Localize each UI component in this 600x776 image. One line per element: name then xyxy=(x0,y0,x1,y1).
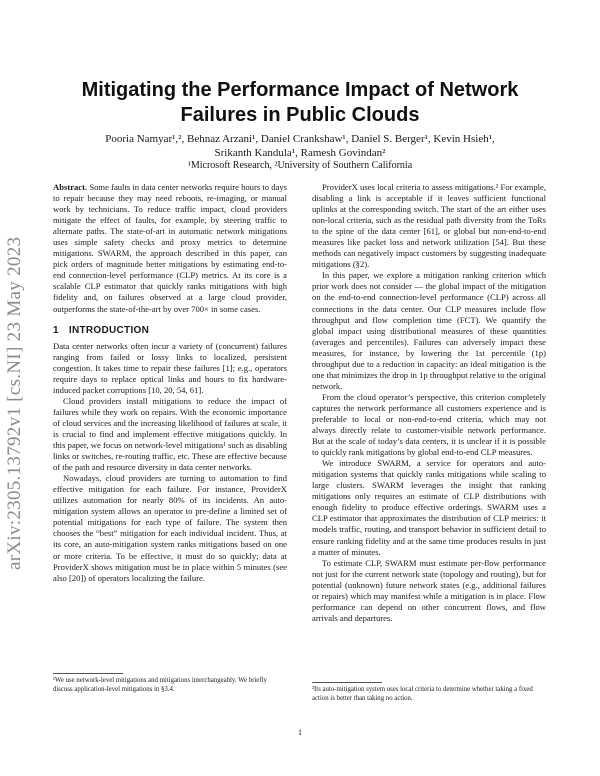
right-paragraph-5: To estimate CLP, SWARM must estimate per-flow performance not just for the current network state (topology and routing), but for potential (unknown) future network states (e.g., additional failures or repairs) which may manifest while a mitigation is in place. Flow performance can depend on other concurrent flows, and flow arrivals and departures. xyxy=(312,557,546,623)
right-column xyxy=(312,182,546,624)
intro-paragraph-1: Data center networks often incur a variety of (concurrent) failures ranging from failed or lossy links to localized, persistent congestion. It takes time to repair these failures [1]; e.g., operators require days to replace optical links and hours to fix hardware-induced packet corruptions [10, 20, 54, 61]. xyxy=(53,340,287,395)
right-paragraph-2: In this paper, we explore a mitigation ranking criterion which prior work does not consider — the global impact of the mitigation on the end-to-end connection-level performance (CLP) across all connections in the data center. Our CLP measures include flow throughput and flow completion time (FCT). We quantify the global impact using distributional measures of these quantities (averages and percentiles). Failures can adversely impact these measures, for instance, by lowering the 1st percentile (1p) throughput due to a reduction in capacity: an ideal mitigation is the one that minimizes the drop in 1p throughput relative to the original network. xyxy=(312,270,546,391)
arxiv-stamp: arXiv:2305.13792v1 [cs.NI] 23 May 2023 xyxy=(4,236,25,570)
affiliations: ¹Microsoft Research, ²University of Southern California xyxy=(187,160,413,171)
abstract-label: Abstract. xyxy=(53,182,88,192)
paper-title xyxy=(60,78,540,128)
abstract-text: Some faults in data center networks require hours to days to repair because they may need reboots, re-imaging, or manual work by technicians. To reduce traffic impact, cloud providers mitigate the effect of faults, for example, by steering traffic to alternate paths. The state-of-art in automatic network mitigations uses simple safety checks and proxy metrics to determine mitigations. SWARM, the approach described in this paper, can pick orders of magnitude better mitigations by estimating end-to-end connection-level performance (CLP) metrics. At its core is a scalable CLP estimator that quickly ranks mitigations with high fidelity and, on failures observed at a large cloud provider, outperforms the state-of-the-art by over 700× in some cases. xyxy=(53,182,287,314)
section-number: 1 xyxy=(53,324,59,336)
footnote-rule-left xyxy=(53,673,123,674)
author-list xyxy=(60,132,540,160)
section-title: INTRODUCTION xyxy=(68,324,150,336)
right-paragraph-1: ProviderX uses local criteria to assess mitigations.² For example, disabling a link is acceptable if it leaves sufficient functional uplinks at the corresponding switch. The start of the art either uses non-local criteria, such as the residual path diversity from the ToRs to the spine of the data center [61], or global but non-end-to-end measures like packet loss and network utilization [54]. But these methods can negatively impact customers by suggesting inadequate mitigations (§2). xyxy=(312,182,546,270)
authors-line-1: Pooria Namyar¹,², Behnaz Arzani¹, Daniel Crankshaw¹, Daniel S. Berger¹, Kevin Hsieh¹, xyxy=(105,133,495,145)
authors-line-2: Srikanth Kandula¹, Ramesh Govindan² xyxy=(214,147,386,159)
page-number: 1 xyxy=(298,728,302,737)
footnote-rule-right xyxy=(312,682,382,683)
section-heading-introduction xyxy=(53,325,287,336)
title-line-2: Failures in Public Clouds xyxy=(180,104,420,126)
right-paragraph-3: From the cloud operator’s perspective, this criterion completely captures the network performance all customers experience and is preferable to local or non-end-to-end criteria, which may not always directly relate to customer-visible network performance. But at the scale of today’s data centers, it is unclear if it is possible to quickly rank mitigations by global end-to-end CLP measures. xyxy=(312,391,546,458)
title-line-1: Mitigating the Performance Impact of Network xyxy=(81,79,519,101)
footnote-right: ²Its auto-mitigation system uses local criteria to determine whether taking a fixed action is better than taking no action. xyxy=(312,686,533,702)
intro-paragraph-3: Nowadays, cloud providers are turning to automation to find effective mitigation for each failure. For instance, ProviderX utilizes automation for nearly 80% of its incidents. An auto-mitigation system allows an operator to pre-define a limited set of potential mitigations for each type of failure. The system then chooses the “best” mitigation for each individual incident. Thus, at its core, an auto-mitigation system ranks mitigations based on one or more criteria. To be effective, it must do so quickly; data at ProviderX shows mitigation must be in place within 5 minutes (see also [20]) of operators localizing the failure. xyxy=(53,473,287,583)
intro-paragraph-2: Cloud providers install mitigations to reduce the impact of failures while they work on repairs. With the economic importance of cloud services and the increasing likelihood of failures at scale, it is crucial to find and implement effective mitigations quickly. In this paper, we focus on network-level mitigations¹ such as disabling links or switches, re-routing traffic, etc. These are effective because of the path and resource diversity in data center networks. xyxy=(53,395,287,473)
abstract xyxy=(53,182,287,315)
left-column xyxy=(53,182,287,584)
right-paragraph-4: We introduce SWARM, a service for operators and auto-mitigation systems that quickly ranks mitigations while scaling to large clusters. SWARM leverages the insight that ranking mitigations only requires an estimate of CLP distributions with enough fidelity to produce effective orderings. SWARM uses a CLP estimator that approximates the distribution of CLP metrics: it models traffic, routing, and transport behavior in sufficient detail to ensure ranking fidelity and at the same time produces results in just a matter of minutes. xyxy=(312,458,546,557)
footnote-left: ¹We use network-level mitigations and mitigations interchangeably. We briefly discuss application-level mitigations in §3.4. xyxy=(53,677,267,693)
